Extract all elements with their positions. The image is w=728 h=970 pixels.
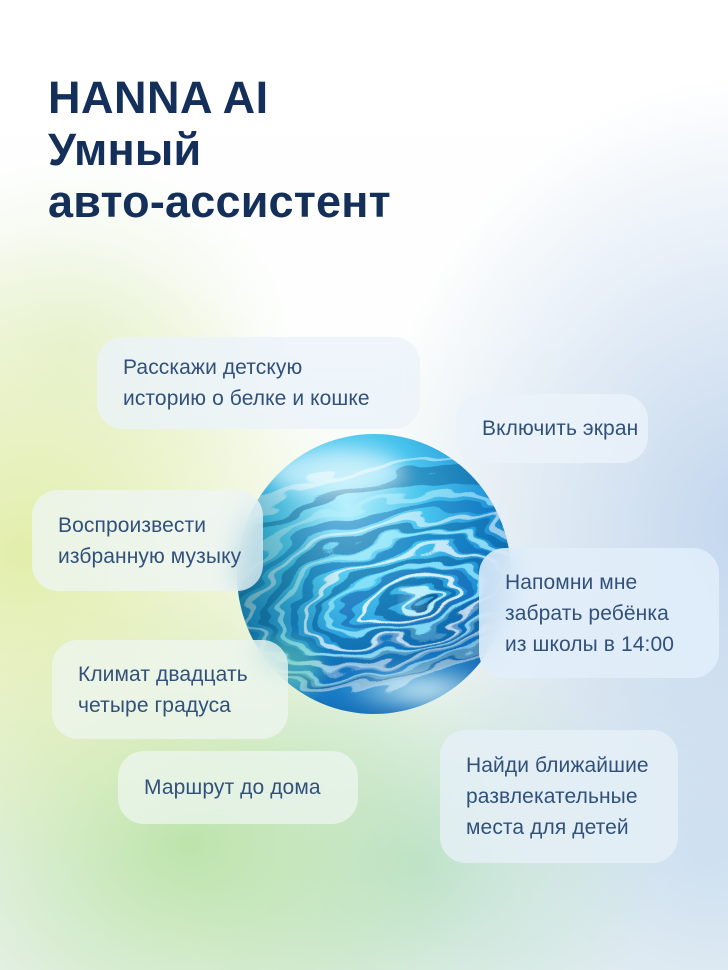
command-text-line: избранную музыку xyxy=(58,544,242,568)
command-text-line: развлекательные xyxy=(466,785,638,808)
command-text-line: Расскажи детскую xyxy=(123,356,303,379)
command-text-line: Найди ближайшие xyxy=(466,754,649,777)
command-text-line: историю о белке и кошке xyxy=(123,387,370,410)
command-text-line: места для детей xyxy=(466,816,629,839)
command-bubble-route-home[interactable] xyxy=(118,751,358,824)
command-bubble-screen-on[interactable] xyxy=(456,394,648,463)
command-text-line: Климат двадцать xyxy=(78,662,248,686)
command-text-line: забрать ребёнка xyxy=(505,601,669,625)
command-text-line: Воспроизвести xyxy=(58,513,207,537)
command-bubble-story[interactable] xyxy=(97,337,420,429)
command-text-line: из школы в 14:00 xyxy=(505,632,675,656)
command-bubble-reminder[interactable] xyxy=(479,548,719,678)
command-bubble-climate[interactable] xyxy=(52,640,288,739)
command-text-line: Напомни мне xyxy=(505,570,638,594)
command-text-line: Включить экран xyxy=(482,417,639,440)
command-text-line: четыре градуса xyxy=(78,693,231,717)
subtitle-line-2: авто-ассистент xyxy=(48,176,391,227)
command-bubble-music[interactable] xyxy=(32,490,263,591)
command-text-line: Маршрут до дома xyxy=(144,776,321,799)
subtitle-line-1: Умный xyxy=(48,124,202,175)
brand-name: HANNA AI xyxy=(48,72,269,123)
command-bubble-places[interactable] xyxy=(440,730,678,863)
page-title xyxy=(48,72,391,228)
